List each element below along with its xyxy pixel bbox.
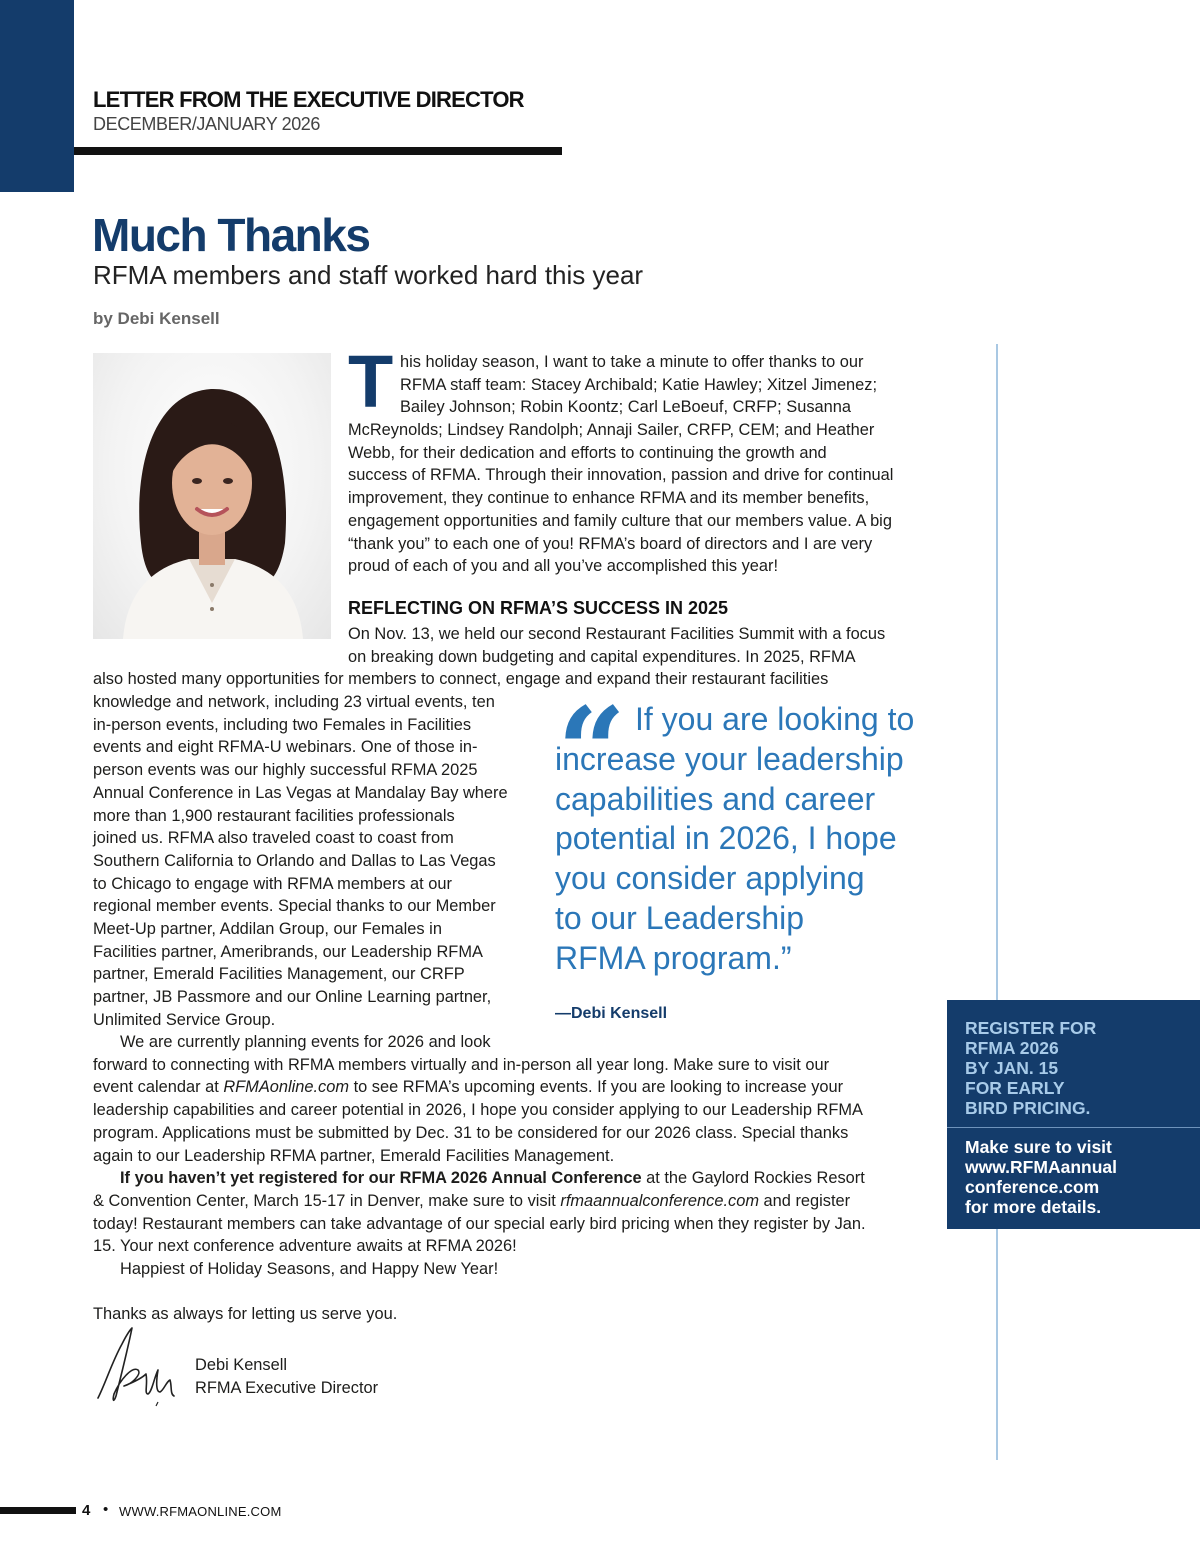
sidebar-rule	[947, 1127, 1200, 1128]
text-line: person events was our highly successful RFMA 2025	[93, 761, 478, 780]
register-sidebar	[947, 1000, 1200, 1229]
text-line: Meet-Up partner, Addilan Group, our Females in	[93, 920, 442, 939]
intro-paragraph	[348, 419, 893, 578]
text-line: Annual Conference in Las Vegas at Mandalay Bay where	[93, 783, 508, 802]
text-line: Webb, for their dedication and efforts to continuing the growth and	[348, 443, 827, 462]
text-line: success of RFMA. Through their innovation, passion and drive for continual	[348, 466, 894, 485]
footer-bar	[0, 1507, 76, 1514]
text-fragment: at the Gaylord Rockies Resort	[641, 1169, 865, 1188]
footer-separator: •	[103, 1501, 109, 1518]
text-line: RFMA staff team: Stacey Archibald; Katie Hawley; Xitzel Jimenez;	[400, 375, 878, 394]
quote-attribution: —Debi Kensell	[555, 1005, 668, 1022]
footer-website-link[interactable]: WWW.RFMAONLINE.COM	[119, 1504, 282, 1519]
section-heading: REFLECTING ON RFMA’S SUCCESS IN 2025	[348, 598, 729, 618]
success-paragraph-top	[348, 623, 885, 668]
text-fragment: event calendar at	[93, 1078, 224, 1097]
text-line: program. Applications must be submitted by Dec. 31 to be considered for our 2026 class. Special thanks	[93, 1123, 849, 1142]
article-byline: by Debi Kensell	[93, 309, 220, 328]
conference-link[interactable]: rfmaannualconference.com	[560, 1191, 759, 1210]
rfmaonline-link[interactable]: RFMAonline.com	[223, 1078, 350, 1097]
sidebar-body-line: Make sure to visit	[965, 1137, 1112, 1157]
sidebar-link-line[interactable]: conference.com	[965, 1177, 1100, 1197]
text-line: engagement opportunities and family culture that our members value. A big	[348, 511, 892, 530]
quote-line: capabilities and career	[555, 780, 876, 817]
text-line: Facilities partner, Ameribrands, our Leadership RFMA	[93, 942, 483, 961]
text-line: more than 1,900 restaurant facilities professionals	[93, 806, 455, 825]
sidebar-link-line[interactable]: www.RFMAannual	[965, 1157, 1117, 1177]
article-headline: Much Thanks	[92, 209, 370, 261]
quote-line: RFMA program.”	[555, 939, 792, 976]
text-line: “thank you” to each one of you! RFMA’s board of directors and I are very	[348, 534, 873, 553]
text-fragment: & Convention Center, March 15-17 in Denver, make sure to visit	[93, 1191, 561, 1210]
text-line: 15. Your next conference adventure awaits at RFMA 2026!	[93, 1237, 517, 1256]
conference-bold-lead: If you haven’t yet registered for our RFMA 2026 Annual Conference	[120, 1169, 642, 1188]
signoff-name: Debi Kensell	[195, 1356, 288, 1374]
text-line: leadership capabilities and career potential in 2026, I hope you consider applying to our Leadership RFMA	[93, 1101, 863, 1120]
quote-line: potential in 2026, I hope	[555, 820, 897, 857]
text-line: On Nov. 13, we held our second Restaurant Facilities Summit with a focus	[348, 625, 886, 643]
text-line: his holiday season, I want to take a minute to offer thanks to our	[400, 353, 864, 371]
text-line: events and eight RFMA-U webinars. One of those in-	[93, 738, 478, 757]
text-line	[93, 1167, 866, 1190]
author-portrait-illustration	[93, 353, 331, 639]
drop-cap: T	[348, 340, 394, 423]
text-line: partner, Emerald Facilities Management, our CRFP	[93, 965, 465, 984]
text-line: McReynolds; Lindsey Randolph; Annaji Sailer, CRFP, CEM; and Heather	[348, 421, 875, 439]
author-photo	[93, 353, 331, 639]
quote-line: to our Leadership	[555, 899, 805, 936]
text-line: again to our Leadership RFMA partner, Emerald Facilities Management.	[93, 1146, 615, 1165]
corner-color-block	[0, 0, 74, 192]
text-line: We are currently planning events for 2026 and look	[120, 1033, 491, 1051]
signoff-block	[195, 1354, 378, 1400]
text-fragment: to see RFMA’s upcoming events. If you are looking to increase your	[349, 1078, 844, 1097]
text-line: Southern California to Orlando and Dallas to Las Vegas	[93, 851, 496, 870]
text-line: to Chicago to engage with RFMA members at our	[93, 874, 452, 893]
text-line: today! Restaurant members can take advantage of our special early bird pricing when they register by Jan.	[93, 1214, 866, 1233]
text-line: also hosted many opportunities for members to connect, engage and expand their restaurant facilities	[93, 670, 829, 688]
pull-quote	[555, 700, 914, 979]
sidebar-divider	[996, 344, 998, 1460]
text-line	[93, 1076, 866, 1099]
sidebar-heading-line: REGISTER FOR	[965, 1018, 1097, 1038]
text-line: improvement, they continue to enhance RFMA and its member benefits,	[348, 489, 870, 508]
text-line: Thanks as always for letting us serve you.	[93, 1305, 398, 1323]
text-line: in-person events, including two Females in Facilities	[93, 715, 472, 734]
text-line	[93, 1190, 866, 1213]
section-title: LETTER FROM THE EXECUTIVE DIRECTOR	[93, 87, 524, 112]
quote-line: increase your leadership	[555, 740, 904, 777]
issue-date: DECEMBER/JANUARY 2026	[93, 114, 321, 134]
sidebar-body	[965, 1137, 1117, 1217]
quote-line: If you are looking to	[635, 701, 915, 737]
text-line: Bailey Johnson; Robin Koontz; Carl LeBoeuf, CRFP; Susanna	[400, 398, 851, 417]
header-rule	[74, 147, 562, 155]
success-paragraph-wide-line	[93, 668, 828, 691]
signoff-title: RFMA Executive Director	[195, 1379, 379, 1397]
page-number: 4	[82, 1502, 91, 1519]
text-fragment: and register	[758, 1191, 851, 1210]
text-line: forward to connecting with RFMA members virtually and in-person all year long. Make sure to visit our	[93, 1055, 830, 1074]
text-line: knowledge and network, including 23 virtual events, ten	[93, 693, 495, 711]
sidebar-body-line: for more details.	[965, 1197, 1102, 1217]
quote-mark-icon: “	[557, 681, 627, 822]
text-line: joined us. RFMA also traveled coast to coast from	[93, 829, 454, 848]
planning-paragraph	[93, 1031, 866, 1281]
handwritten-signature	[92, 1322, 182, 1410]
holiday-wish: Happiest of Holiday Seasons, and Happy New Year!	[120, 1260, 499, 1279]
text-line: proud of each of you and all you’ve accomplished this year!	[348, 557, 779, 576]
quote-line: you consider applying	[555, 860, 865, 897]
text-line: Unlimited Service Group.	[93, 1010, 276, 1029]
intro-paragraph-indented	[400, 351, 877, 419]
success-paragraph-column	[93, 691, 508, 1032]
sidebar-heading-line: RFMA 2026	[965, 1038, 1059, 1058]
article-subhead: RFMA members and staff worked hard this year	[93, 260, 644, 290]
sidebar-heading-line: BIRD PRICING.	[965, 1098, 1091, 1118]
text-line: on breaking down budgeting and capital expenditures. In 2025, RFMA	[348, 647, 856, 666]
sidebar-heading-line: FOR EARLY	[965, 1078, 1065, 1098]
text-line: regional member events. Special thanks to our Member	[93, 897, 496, 916]
sidebar-heading-line: BY JAN. 15	[965, 1058, 1059, 1078]
text-line: partner, JB Passmore and our Online Learning partner,	[93, 988, 492, 1007]
sidebar-heading	[965, 1018, 1096, 1118]
